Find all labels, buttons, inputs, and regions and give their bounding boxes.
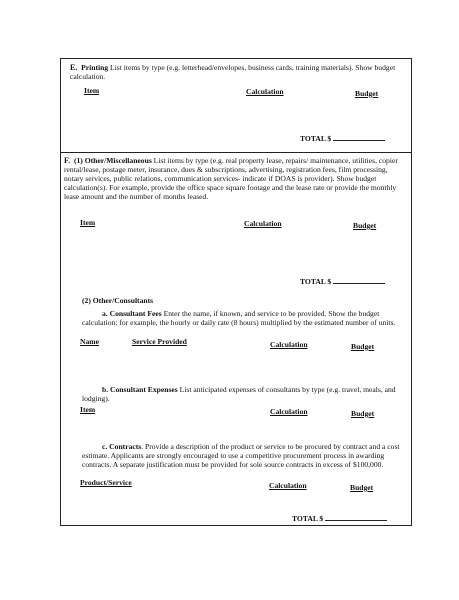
consultant-fees-service-header: Service Provided [132,337,187,346]
consultant-fees-name-header: Name [80,337,99,346]
section-f-item-header: Item [80,218,96,227]
contracts-text [82,442,406,469]
consultant-expenses-description: List anticipated expenses of consultants by type (e.g. travel, meals, and lodging). [82,385,396,403]
section-e-calculation-header: Calculation [246,87,284,96]
consultant-expenses-calculation-header: Calculation [270,407,308,416]
contracts-title: c. Contracts [102,442,142,451]
consultant-expenses-item-header: Item [80,405,96,414]
contracts-calculation-header: Calculation [269,481,307,490]
section-e-total-label: TOTAL $ [300,134,332,143]
contracts-total-label: TOTAL $ [292,514,324,523]
section-e-title: Printing [81,63,109,72]
section-e-budget-header: Budget [355,89,379,98]
section-f-part1-description: List items by type (e.g. real property lease, repairs/ maintenance, utilities, copier rental/lease, postage meter, insurance, dues & subscriptions, advertising, registration fees, film processing, notary services, public relations, communication services- indicate if DOAS is provider). Show budget calculation(s). For example, provide the office space square footage and the lease rate or provide the monthly lease amount and the number of months leased. [64,156,398,201]
section-e-text [70,63,400,81]
section-e-total [300,133,385,143]
section-e-item-header: Item [84,86,100,95]
consultant-fees-title: a. Consultant Fees [102,309,162,318]
consultant-fees-description: Enter the name, if known, and service to be provided. Show the budget calculation; for example, the hourly or daily rate (8 hours) multiplied by the estimated number of units. [82,309,396,327]
contracts-total-field[interactable] [325,513,387,521]
section-f-letter: F. [64,156,71,165]
section-f-part1-title: (1) Other/Miscellaneous [73,156,152,165]
contracts-budget-header: Budget [350,483,374,492]
consultant-expenses-title: b. Consultant Expenses [102,385,178,394]
contracts-description: . Provide a description of the product or service to be procured by contract and a cost estimate. Applicants are strongly encouraged to use a competitive procurement process in awarding contracts. A separate justification must be provided for sole source contracts in excess of $100,000. [82,442,400,469]
contracts-product-header: Product/Service [80,478,132,487]
consultant-fees-budget-header: Budget [351,342,375,351]
contracts-total [292,513,387,523]
section-f-part1-total [300,276,385,286]
section-e-letter: E. [70,63,78,72]
consultant-expenses-budget-header: Budget [351,409,375,418]
section-f-budget-header: Budget [353,221,377,230]
section-f-calculation-header: Calculation [244,219,282,228]
section-f-box [60,152,412,526]
consultant-fees-text [82,309,404,327]
section-f-part1-text [64,156,407,201]
section-e-description: List items by type (e.g. letterhead/envelopes, business cards, training materials). Show budget calculation. [70,63,396,81]
section-f-part1-total-field[interactable] [333,276,385,284]
section-f-part2-title: (2) Other/Consultants [82,296,154,305]
section-f-part1-total-label: TOTAL $ [300,277,332,286]
consultant-expenses-text [82,385,404,403]
consultant-fees-calculation-header: Calculation [270,340,308,349]
section-e-total-field[interactable] [333,133,385,141]
